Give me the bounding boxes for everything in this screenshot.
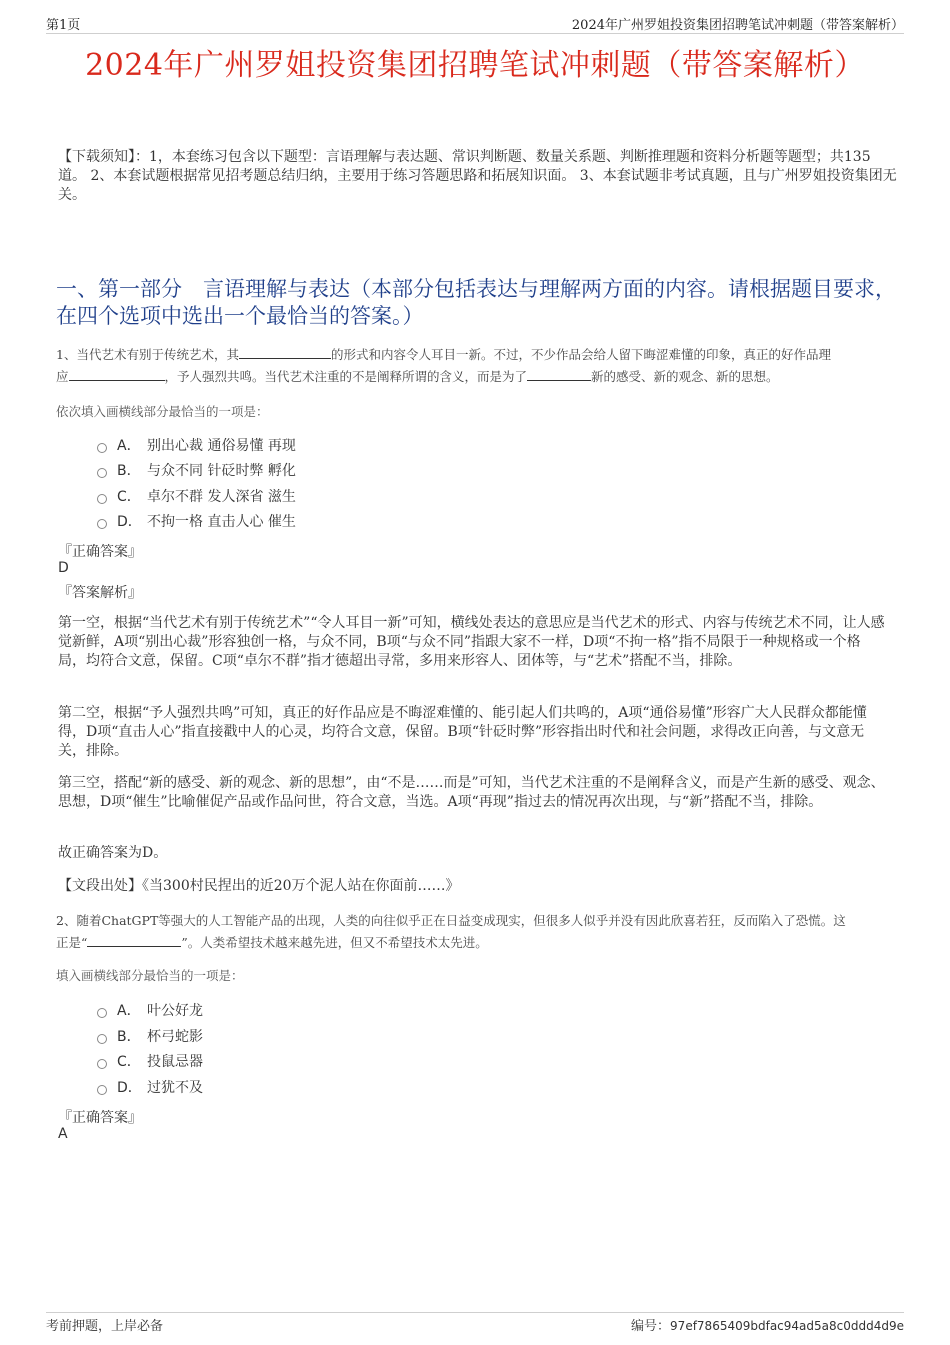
radio-icon[interactable] — [97, 468, 107, 478]
q2-stem-part: ”。人类希望技术越来越先进，但又不希望技术太先进。 — [181, 935, 488, 950]
download-notice: 【下载须知】：1，本套练习包含以下题型：言语理解与表达题、常识判断题、数量关系题、判断推理题和资料分析题等题型；共135道。 2、本套试题根据常见招考题总结归纳，主要用于练习答题思路和拓展知识面。 3、本套试题非考试真题，且与广州罗姐投资集团无关。 — [58, 149, 897, 203]
section-heading: 一、第一部分 言语理解与表达（本部分包括表达与理解两方面的内容。请根据题目要求，在四个选项中选出一个最恰当的答案。） — [56, 277, 896, 328]
q1-option-d[interactable]: D． 不拘一格 直击人心 催生 — [97, 512, 296, 532]
q1-answer-label: 『正确答案』 — [58, 544, 142, 560]
question-2-instruction: 填入画横线部分最恰当的一项是： — [56, 968, 244, 983]
question-1-instruction: 依次填入画横线部分最恰当的一项是： — [56, 404, 269, 419]
question-1-stem — [56, 344, 896, 388]
header-divider — [46, 33, 904, 34]
running-title: 2024年广州罗姐投资集团招聘笔试冲刺题（带答案解析） — [571, 18, 904, 33]
q2-option-a[interactable]: A． 叶公好龙 — [97, 1001, 203, 1021]
radio-icon[interactable] — [97, 519, 107, 529]
blank-1 — [239, 344, 331, 359]
q2-answer: A — [58, 1126, 68, 1142]
q2-option-d[interactable]: D． 过犹不及 — [97, 1078, 203, 1098]
q1-stem-part: 的形式和内容令人耳目一新。不过，不少作品会给人留下晦涩难懂的印象，真正的好作品理 — [330, 347, 831, 362]
question-2-stem — [56, 910, 896, 954]
radio-icon[interactable] — [97, 443, 107, 453]
analysis-paragraph: 第三空，搭配“新的感受、新的观念、新的思想”，由“不是……而是”可知，当代艺术注重的不是阐释含义，而是产生新的感受、观念、思想，D项“催生”比喻催促产品或作品问世，符合文意，当选。A项“再现”指过去的情况再次出现，与“新”搭配不当，排除。 — [58, 775, 885, 810]
q1-answer: D — [58, 560, 69, 576]
q1-stem-part: 新的感受、新的观念、新的思想。 — [591, 369, 779, 384]
code-label: 编号： — [631, 1319, 671, 1334]
q1-stem-part: 1、当代艺术有别于传统艺术，其 — [56, 347, 239, 362]
q1-stem-part: 应 — [56, 369, 69, 384]
q2-option-c[interactable]: C． 投鼠忌器 — [97, 1052, 203, 1072]
q1-option-b[interactable]: B． 与众不同 针砭时弊 孵化 — [97, 461, 296, 481]
document-title: 2024年广州罗姐投资集团招聘笔试冲刺题（带答案解析） — [85, 48, 865, 83]
q2-option-b[interactable]: B． 杯弓蛇影 — [97, 1027, 203, 1047]
footer-divider — [46, 1312, 904, 1313]
analysis-conclusion: 故正确答案为D。 — [58, 845, 168, 861]
code-value: 97ef7865409bdfac94ad5a8c0ddd4d9e — [670, 1319, 904, 1333]
q2-stem-part: 2、随着ChatGPT等强大的人工智能产品的出现，人类的向往似乎正在日益变成现实，但很多人似乎并没有因此欣喜若狂，反而陷入了恐慌。这 — [56, 913, 846, 928]
q1-stem-part: ，予人强烈共鸣。当代艺术注重的不是阐释所谓的含义，而是为了 — [164, 369, 528, 384]
page-number: 第1页 — [46, 18, 81, 33]
source-citation: 【文段出处】《当300村民捏出的近20万个泥人站在你面前……》 — [58, 878, 460, 894]
footer-slogan: 考前押题，上岸必备 — [46, 1319, 164, 1334]
q2-answer-label: 『正确答案』 — [58, 1110, 142, 1126]
radio-icon[interactable] — [97, 1008, 107, 1018]
radio-icon[interactable] — [97, 1059, 107, 1069]
q1-analysis-label: 『答案解析』 — [58, 585, 142, 601]
radio-icon[interactable] — [97, 1085, 107, 1095]
blank-3 — [527, 366, 591, 381]
analysis-paragraph: 第一空，根据“当代艺术有别于传统艺术”“令人耳目一新”可知，横线处表达的意思应是当代艺术的形式、内容与传统艺术不同，让人感觉新鲜，A项“别出心裁”形容独创一格，与众不同，B项“与众不同”指跟大家不一样，D项“不拘一格”指不局限于一种规格或一个格局，均符合文意，保留。C项“卓尔不群”指才德超出寻常，多用来形容人、团体等，与“艺术”搭配不当，排除。 — [58, 615, 885, 669]
radio-icon[interactable] — [97, 494, 107, 504]
q1-option-a[interactable]: A． 别出心裁 通俗易懂 再现 — [97, 436, 296, 456]
blank-2 — [69, 366, 165, 381]
analysis-paragraph: 第二空，根据“予人强烈共鸣”可知，真正的好作品应是不晦涩难懂的、能引起人们共鸣的，A项“通俗易懂”形容广大人民群众都能懂得，D项“直击人心”指直接戳中人的心灵，均符合文意，保留。B项“针砭时弊”形容指出时代和社会问题，求得改正向善，与文意无关，排除。 — [58, 705, 867, 759]
q1-option-c[interactable]: C． 卓尔不群 发人深省 滋生 — [97, 487, 296, 507]
radio-icon[interactable] — [97, 1034, 107, 1044]
q2-stem-part: 正是“ — [56, 935, 88, 950]
footer-code — [631, 1315, 904, 1334]
blank-1 — [87, 932, 181, 947]
